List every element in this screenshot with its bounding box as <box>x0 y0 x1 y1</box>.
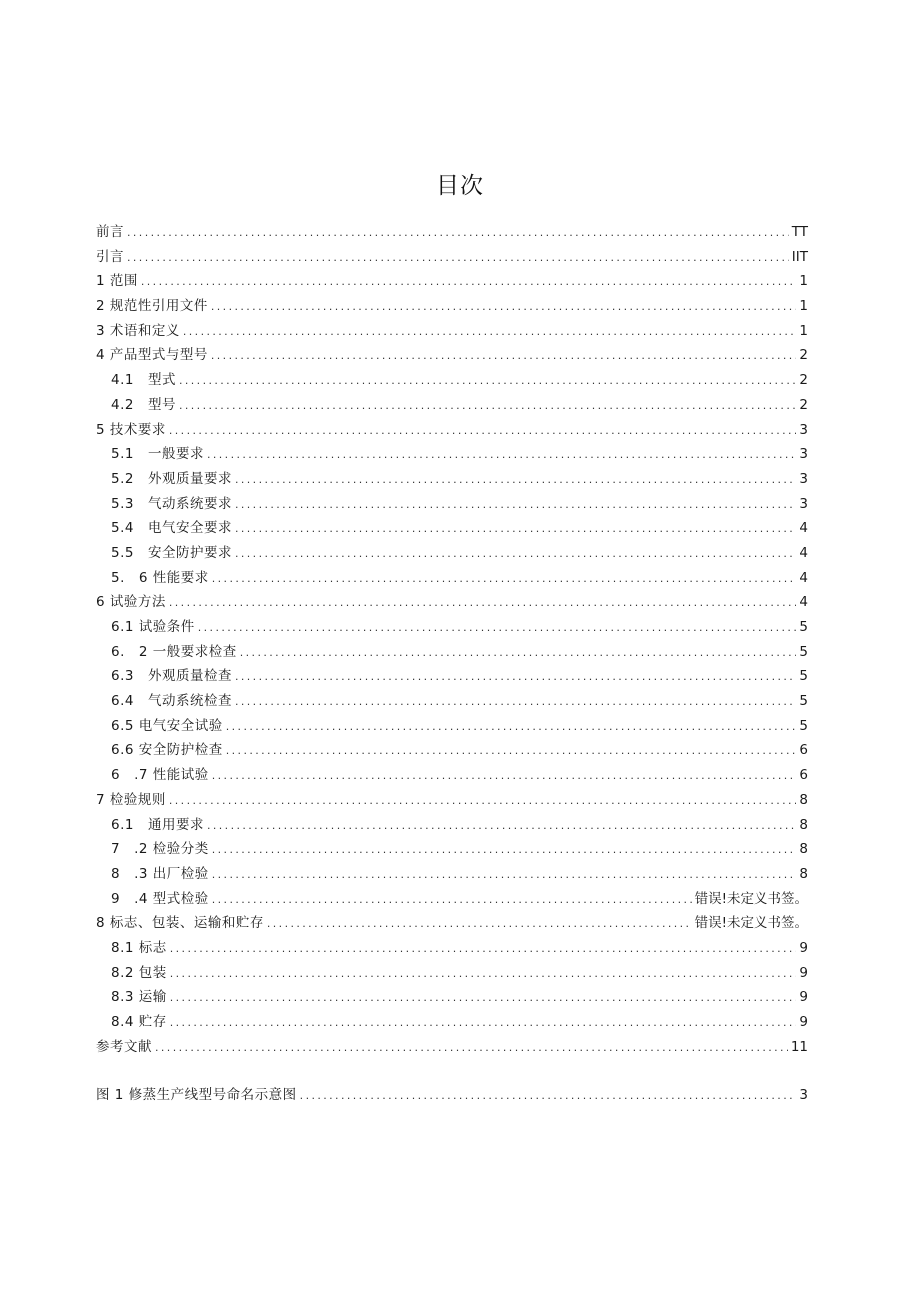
toc-entry-page: 2 <box>799 372 808 389</box>
toc-entry[interactable] <box>96 961 808 986</box>
toc-entry-label: 5 技术要求 <box>96 421 166 438</box>
toc-gap <box>96 1059 808 1083</box>
toc-entry-page: 9 <box>799 1014 808 1030</box>
toc-entry[interactable] <box>96 294 808 319</box>
toc-entry-label: 4.1 型式 <box>111 372 176 389</box>
toc-entry-label: 6 试验方法 <box>96 594 166 611</box>
toc-entry-label: 5.2 外观质量要求 <box>111 470 232 487</box>
toc-entry[interactable] <box>96 492 808 517</box>
toc-entry[interactable] <box>96 837 808 862</box>
toc-entry-page: 5 <box>799 717 808 734</box>
toc-entry-page: 2 <box>799 347 808 364</box>
toc-entry-label: 8.2 包装 <box>111 964 167 981</box>
toc-entry-label: 3 术语和定义 <box>96 322 180 339</box>
toc-entry[interactable] <box>96 763 808 788</box>
toc-entry[interactable] <box>96 541 808 566</box>
dot-leader <box>267 912 692 937</box>
toc-entry-label: 6.6 安全防护检查 <box>111 742 223 759</box>
toc-entry-page: 错误!未定义书签。 <box>694 890 808 907</box>
dot-leader <box>127 221 789 246</box>
toc-entry-page: 3 <box>799 495 808 512</box>
dot-leader <box>169 591 797 616</box>
toc-entry-page: 3 <box>799 1087 808 1104</box>
dot-leader <box>235 542 796 567</box>
dot-leader <box>183 320 797 345</box>
toc-entry-label: 5.1 一般要求 <box>111 446 204 463</box>
figure-entry[interactable] <box>96 1083 808 1108</box>
dot-leader <box>169 789 797 814</box>
toc-entry-page: 3 <box>799 470 808 487</box>
dot-leader <box>300 1084 797 1109</box>
toc-entry-page: 1 <box>799 273 808 290</box>
toc-entry[interactable] <box>96 738 808 763</box>
toc-entry-page: 4 <box>799 569 808 586</box>
toc-entry[interactable] <box>96 245 808 270</box>
toc-entry[interactable] <box>96 862 808 887</box>
figure-list <box>96 1083 808 1108</box>
toc-entry[interactable] <box>96 319 808 344</box>
toc-entry[interactable] <box>96 590 808 615</box>
dot-leader <box>179 394 796 419</box>
toc-entry-label: 6. 2 一般要求检查 <box>111 643 237 660</box>
toc-entry[interactable] <box>96 566 808 591</box>
toc-entry[interactable] <box>96 640 808 665</box>
toc-entry-page: 6 <box>799 767 808 784</box>
toc-entry-page: 1 <box>799 298 808 315</box>
toc-entry-page: 4 <box>799 520 808 537</box>
toc-entry-page: 9 <box>799 989 808 1006</box>
toc-entry[interactable] <box>96 788 808 813</box>
toc-entry-page: 5 <box>799 668 808 685</box>
dot-leader <box>170 937 797 962</box>
dot-leader <box>198 616 797 641</box>
toc-entry-label: 6.1 试验条件 <box>111 619 195 635</box>
toc-entry[interactable] <box>96 985 808 1010</box>
toc-entry-label: 9 .4 型式检验 <box>111 890 209 907</box>
toc-title: 目次 <box>436 173 484 199</box>
toc-entry[interactable] <box>96 615 808 640</box>
toc-entries <box>96 220 808 1059</box>
toc-entry-label: 8 .3 出厂检验 <box>111 865 209 882</box>
dot-leader <box>212 863 797 888</box>
dot-leader <box>226 739 797 764</box>
dot-leader <box>226 715 797 740</box>
toc-entry-page: 8 <box>799 841 808 858</box>
dot-leader <box>211 295 797 320</box>
toc-entry-label: 参考文献 <box>96 1038 152 1055</box>
toc-entry-page: 3 <box>799 421 808 438</box>
toc-entry[interactable] <box>96 911 808 936</box>
dot-leader <box>169 419 797 444</box>
dot-leader <box>235 665 796 690</box>
dot-leader <box>155 1036 788 1061</box>
dot-leader <box>211 344 797 369</box>
toc-entry-label: 6.5 电气安全试验 <box>111 717 223 734</box>
toc-entry[interactable] <box>96 689 808 714</box>
toc-entry[interactable] <box>96 813 808 838</box>
toc-entry-label: 4 产品型式与型号 <box>96 347 208 364</box>
dot-leader <box>235 493 796 518</box>
toc-entry[interactable] <box>96 936 808 961</box>
toc-entry-label: 5.5 安全防护要求 <box>111 544 232 561</box>
toc-entry-page: 5 <box>799 643 808 660</box>
toc-entry[interactable] <box>96 1010 808 1035</box>
toc-entry[interactable] <box>96 343 808 368</box>
toc-entry-label: 5. 6 性能要求 <box>111 569 209 586</box>
toc-entry[interactable] <box>96 1035 808 1060</box>
toc-entry-page: 9 <box>799 964 808 981</box>
toc-entry-page: 3 <box>799 446 808 463</box>
toc-entry-label: 4.2 型号 <box>111 396 176 413</box>
dot-leader <box>207 814 796 839</box>
toc-entry-label: 引言 <box>96 248 124 265</box>
dot-leader <box>212 888 692 913</box>
dot-leader <box>207 443 796 468</box>
toc-entry-page: TT <box>791 224 808 240</box>
toc-entry-label: 2 规范性引用文件 <box>96 298 208 315</box>
dot-leader <box>170 1011 797 1036</box>
toc-entry-page: 9 <box>799 939 808 956</box>
dot-leader <box>212 764 797 789</box>
dot-leader <box>170 986 797 1011</box>
dot-leader <box>179 369 796 394</box>
toc-entry-page: 5 <box>799 619 808 635</box>
toc-entry-label: 8.1 标志 <box>111 939 167 956</box>
toc-entry[interactable] <box>96 442 808 467</box>
toc-entry[interactable] <box>96 467 808 492</box>
toc-entry[interactable] <box>96 887 808 912</box>
toc-entry[interactable] <box>96 664 808 689</box>
toc-entry-page: 6 <box>799 742 808 759</box>
dot-leader <box>127 246 789 271</box>
toc-entry-label: 图 1 修蒸生产线型号命名示意图 <box>96 1087 297 1104</box>
toc-entry[interactable] <box>96 714 808 739</box>
toc-entry-label: 7 .2 检验分类 <box>111 841 209 858</box>
dot-leader <box>170 962 797 987</box>
dot-leader <box>235 468 796 493</box>
dot-leader <box>235 690 796 715</box>
toc-entry-label: 6.4 气动系统检查 <box>111 693 232 710</box>
dot-leader <box>212 838 797 863</box>
toc-entry-label: 8.4 贮存 <box>111 1014 167 1030</box>
toc-entry-label: 6.3 外观质量检查 <box>111 668 232 685</box>
toc-entry-page: 1 <box>799 322 808 339</box>
toc-entry-page: 8 <box>799 865 808 882</box>
toc-entry-page: 5 <box>799 693 808 710</box>
toc-entry-label: 8.3 运输 <box>111 989 167 1006</box>
toc-entry[interactable] <box>96 418 808 443</box>
toc-entry-label: 5.4 电气安全要求 <box>111 520 232 537</box>
dot-leader <box>240 641 797 666</box>
toc-entry-label: 6.1 通用要求 <box>111 816 204 833</box>
toc-entry-page: 11 <box>790 1038 808 1055</box>
dot-leader <box>141 270 797 295</box>
toc-entry[interactable] <box>96 368 808 393</box>
toc-entry-page: 4 <box>799 594 808 611</box>
toc-entry-page: 8 <box>799 816 808 833</box>
toc-entry-page: IIT <box>791 248 808 265</box>
toc-entry[interactable] <box>96 393 808 418</box>
toc-entry-page: 4 <box>799 544 808 561</box>
toc-entry[interactable] <box>96 516 808 541</box>
toc-entry-page: 错误!未定义书签。 <box>694 915 808 932</box>
toc-entry-label: 6 .7 性能试验 <box>111 767 209 784</box>
toc-entry-label: 5.3 气动系统要求 <box>111 495 232 512</box>
toc-entry[interactable] <box>96 269 808 294</box>
toc-list <box>96 220 808 1108</box>
dot-leader <box>212 567 797 592</box>
toc-entry-label: 前言 <box>96 224 124 240</box>
dot-leader <box>235 517 796 542</box>
toc-entry-label: 7 检验规则 <box>96 791 166 808</box>
toc-entry-page: 8 <box>799 791 808 808</box>
toc-entry-label: 8 标志、包装、运输和贮存 <box>96 915 264 932</box>
toc-entry[interactable] <box>96 220 808 245</box>
toc-entry-label: 1 范围 <box>96 273 138 290</box>
toc-entry-page: 2 <box>799 396 808 413</box>
